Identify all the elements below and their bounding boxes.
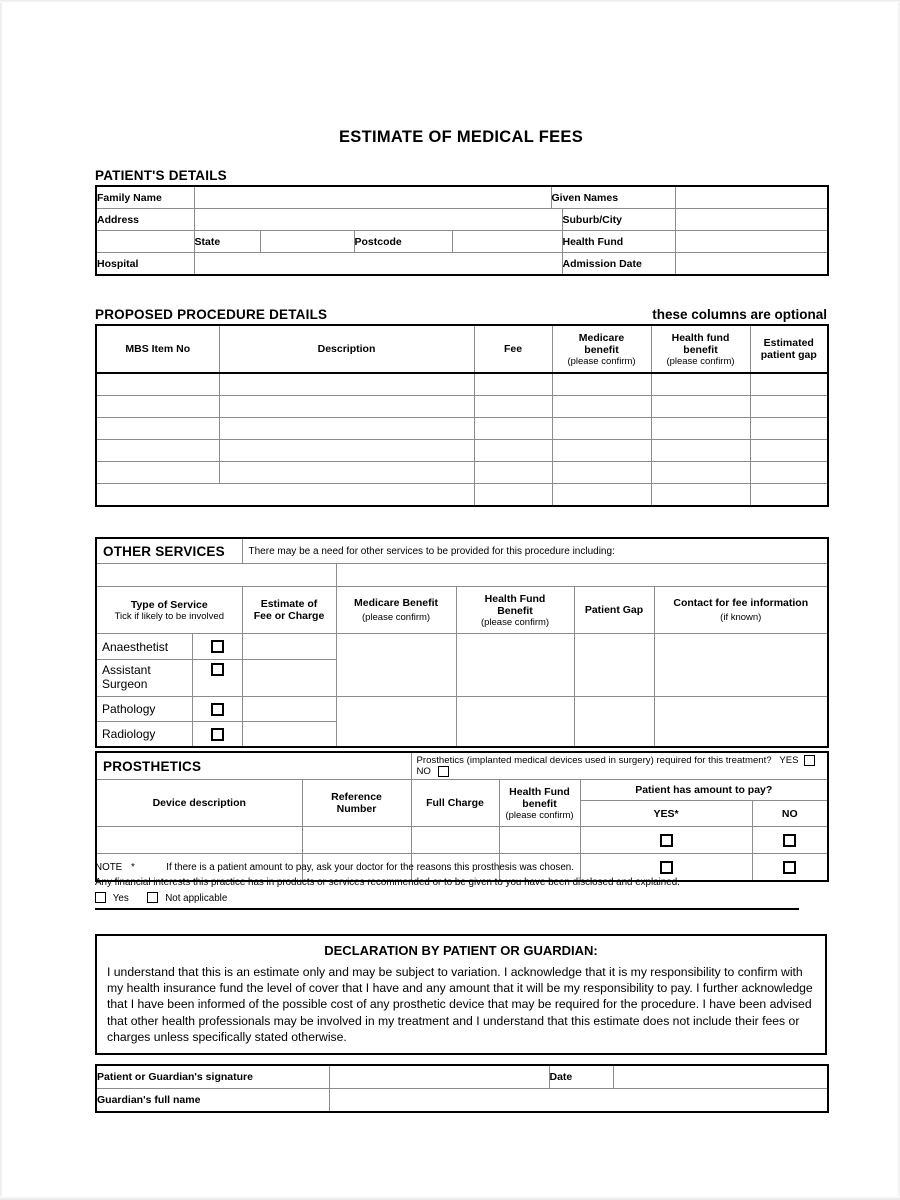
table-row — [96, 396, 828, 418]
cell-description[interactable] — [219, 396, 474, 418]
column-header-medicare-benefit — [552, 325, 651, 373]
column-header-contact — [654, 587, 828, 634]
checkbox-icon[interactable] — [211, 640, 224, 653]
declaration-box — [95, 934, 827, 1055]
table-row — [96, 484, 828, 507]
checkbox-icon[interactable] — [211, 663, 224, 676]
cell-health-fund-benefit[interactable] — [651, 418, 750, 440]
field-given-names[interactable] — [675, 186, 828, 209]
table-header-row — [96, 587, 828, 634]
column-header-health-fund-benefit — [651, 325, 750, 373]
cell-description[interactable] — [219, 440, 474, 462]
other-services-intro: There may be a need for other services to be provided for this procedure including: — [242, 538, 828, 564]
other-services-heading-row — [96, 538, 828, 564]
other-services-heading — [96, 538, 242, 564]
field-date[interactable] — [613, 1065, 828, 1089]
column-header-estimate-of-fee — [242, 587, 336, 634]
cell-device-description[interactable] — [96, 827, 302, 854]
table-row — [96, 462, 828, 484]
field-state[interactable] — [260, 231, 354, 253]
label-guardian-full-name: Guardian's full name — [96, 1089, 329, 1113]
cell-contact-anaesthetist-assistant[interactable] — [654, 634, 828, 697]
service-label-pathology: Pathology — [96, 697, 192, 722]
cell-mbs-item-no[interactable] — [96, 440, 219, 462]
procedure-details-heading: PROPOSED PROCEDURE DETAILS — [95, 307, 328, 322]
cell-description[interactable] — [96, 484, 474, 507]
cell-health-fund-benefit[interactable] — [651, 484, 750, 507]
table-row — [96, 418, 828, 440]
cell-mbs-item-no[interactable] — [96, 373, 219, 396]
cell-medicare-benefit[interactable] — [552, 373, 651, 396]
field-hospital[interactable] — [194, 253, 562, 276]
column-header-medicare-benefit-sub: (please confirm) — [361, 612, 431, 623]
label-date: Date — [549, 1065, 613, 1089]
cell-medicare-benefit[interactable] — [552, 484, 651, 507]
patient-details-heading: PATIENT'S DETAILS — [95, 168, 227, 183]
cell-full-charge[interactable] — [411, 827, 499, 854]
service-checkbox-pathology[interactable] — [192, 697, 242, 722]
column-header-estimated-patient-gap-line2: patient gap — [760, 349, 817, 361]
cell-mbs-item-no[interactable] — [96, 418, 219, 440]
table-header-row — [96, 780, 828, 801]
service-label-assistant-surgeon: Assistant Surgeon — [96, 660, 192, 697]
column-header-health-fund-benefit-line1: Health fund — [671, 331, 730, 344]
declaration-title: DECLARATION BY PATIENT OR GUARDIAN: — [324, 943, 598, 958]
column-header-health-fund-benefit — [499, 780, 580, 827]
cell-contact-pathology-radiology[interactable] — [654, 697, 828, 748]
column-header-medicare-benefit-line1: Medicare — [578, 331, 625, 344]
cell-fee[interactable] — [474, 373, 552, 396]
cell-pay-no[interactable] — [752, 827, 828, 854]
column-header-reference-number — [302, 780, 411, 827]
cell-estimated-patient-gap[interactable] — [750, 418, 828, 440]
table-header-row — [96, 325, 828, 373]
column-header-health-fund-benefit-line2: Benefit — [497, 604, 533, 617]
label-health-fund: Health Fund — [562, 231, 675, 253]
column-header-pay-yes: YES* — [580, 801, 752, 827]
procedure-details-table — [95, 324, 829, 507]
column-header-health-fund-benefit — [456, 587, 574, 634]
column-header-patient-has-amount-to-pay: Patient has amount to pay? — [580, 780, 828, 801]
prosthetics-yes-checkbox[interactable] — [804, 755, 815, 766]
cell-fee[interactable] — [474, 396, 552, 418]
service-checkbox-anaesthetist[interactable] — [192, 634, 242, 660]
cell-medicare-benefit[interactable] — [552, 418, 651, 440]
cell-estimated-patient-gap[interactable] — [750, 373, 828, 396]
table-row — [96, 231, 828, 253]
table-row — [96, 697, 828, 722]
page-title: ESTIMATE OF MEDICAL FEES — [338, 128, 584, 146]
prosthetics-heading-text: PROSTHETICS — [103, 758, 202, 774]
field-address[interactable] — [194, 209, 562, 231]
cell-health-fund-benefit[interactable] — [651, 462, 750, 484]
column-header-type-of-service-sub: Tick if likely to be involved — [114, 610, 224, 622]
cell-estimate-assistant-surgeon[interactable] — [242, 660, 336, 697]
note-divider — [95, 908, 799, 910]
label-state: State — [194, 231, 260, 253]
other-services-table — [95, 537, 829, 748]
note-yes-checkbox[interactable] — [95, 892, 106, 903]
cell-fee[interactable] — [474, 418, 552, 440]
procedure-details-heading-row — [95, 307, 827, 322]
service-checkbox-assistant-surgeon[interactable] — [192, 660, 242, 697]
column-header-medicare-benefit-line2: benefit — [584, 343, 619, 356]
label-family-name: Family Name — [96, 186, 194, 209]
table-row — [96, 209, 828, 231]
signature-table — [95, 1064, 829, 1113]
other-services-blank-left[interactable] — [96, 564, 336, 587]
column-header-reference-line2: Number — [336, 803, 377, 815]
table-row — [96, 1089, 828, 1113]
cell-medicare-benefit-anaesthetist-assistant[interactable] — [336, 634, 456, 697]
cell-fee[interactable] — [474, 484, 552, 507]
cell-estimated-patient-gap[interactable] — [750, 440, 828, 462]
column-header-reference-line1: Reference — [331, 791, 382, 803]
column-header-patient-gap: Patient Gap — [574, 587, 654, 634]
note-label: NOTE — [95, 862, 123, 873]
cell-health-fund-benefit[interactable] — [651, 440, 750, 462]
patient-details-table — [95, 185, 829, 276]
cell-patient-gap-anaesthetist-assistant[interactable] — [574, 634, 654, 697]
cell-estimated-patient-gap[interactable] — [750, 484, 828, 507]
cell-fee[interactable] — [474, 440, 552, 462]
other-services-heading-text: OTHER SERVICES — [103, 543, 225, 559]
service-checkbox-radiology[interactable] — [192, 722, 242, 748]
cell-health-fund-benefit[interactable] — [499, 827, 580, 854]
cell-fee[interactable] — [474, 462, 552, 484]
note-line-2: Any financial interests this practice has in products or services recommended or to be given to you have been disclosed and explained. — [95, 877, 680, 889]
column-header-description: Description — [219, 325, 474, 373]
label-given-names: Given Names — [551, 186, 675, 209]
column-header-fee: Fee — [474, 325, 552, 373]
note-yes-label: Yes — [112, 892, 129, 904]
service-label-anaesthetist: Anaesthetist — [96, 634, 192, 660]
cell-medicare-benefit[interactable] — [552, 440, 651, 462]
cell-reference-number[interactable] — [302, 827, 411, 854]
note-block — [95, 862, 827, 910]
column-header-estimated-patient-gap — [750, 325, 828, 373]
cell-medicare-benefit[interactable] — [552, 396, 651, 418]
page-edge-top — [0, 0, 900, 3]
note-not-applicable-checkbox[interactable] — [147, 892, 158, 903]
label-patient-signature: Patient or Guardian's signature — [96, 1065, 329, 1089]
other-services-blank-row — [96, 564, 828, 587]
note-text-1: If there is a patient amount to pay, ask your doctor for the reasons this prosthesis was chosen. — [166, 862, 574, 873]
prosthetics-heading — [96, 752, 411, 780]
column-header-mbs-item-no: MBS Item No — [96, 325, 219, 373]
field-family-name[interactable] — [194, 186, 551, 209]
cell-description[interactable] — [219, 373, 474, 396]
cell-mbs-item-no[interactable] — [96, 396, 219, 418]
column-header-contact-main: Contact for fee information — [673, 597, 809, 609]
column-header-estimate-line2: Fee or Charge — [253, 610, 325, 622]
table-row — [96, 373, 828, 396]
label-suburb-city: Suburb/City — [562, 209, 675, 231]
checkbox-icon[interactable] — [211, 703, 224, 716]
page-edge-left — [0, 0, 3, 1200]
cell-estimated-patient-gap[interactable] — [750, 462, 828, 484]
field-patient-signature[interactable] — [329, 1065, 549, 1089]
column-header-estimate-line1: Estimate of — [260, 598, 318, 610]
cell-description[interactable] — [219, 418, 474, 440]
table-row — [96, 1065, 828, 1089]
checkbox-icon[interactable] — [660, 834, 673, 847]
service-label-radiology: Radiology — [96, 722, 192, 748]
field-admission-date[interactable] — [675, 253, 828, 276]
column-header-health-fund-sub: (please confirm) — [505, 809, 574, 821]
table-row — [96, 186, 828, 209]
cell-description[interactable] — [219, 462, 474, 484]
cell-medicare-benefit-pathology-radiology[interactable] — [336, 697, 456, 748]
page-edge-bottom — [0, 1196, 900, 1200]
table-row — [96, 634, 828, 660]
table-row — [96, 253, 828, 276]
cell-mbs-item-no[interactable] — [96, 462, 219, 484]
note-asterisk: * — [130, 862, 135, 873]
column-header-health-fund-benefit-line2: benefit — [683, 343, 718, 356]
cell-estimate-radiology[interactable] — [242, 722, 336, 748]
table-row — [96, 440, 828, 462]
column-header-health-fund-benefit-sub: (please confirm) — [666, 355, 735, 367]
cell-health-fund-benefit-anaesthetist-assistant[interactable] — [456, 634, 574, 697]
label-address: Address — [96, 209, 194, 231]
prosthetics-no-checkbox[interactable] — [438, 766, 449, 777]
cell-estimated-patient-gap[interactable] — [750, 396, 828, 418]
column-header-type-of-service-main: Type of Service — [130, 598, 208, 611]
column-header-full-charge: Full Charge — [411, 780, 499, 827]
checkbox-icon[interactable] — [783, 834, 796, 847]
field-guardian-full-name[interactable] — [329, 1089, 828, 1113]
column-header-health-fund-benefit-sub: (please confirm) — [480, 616, 550, 628]
cell-pay-yes[interactable] — [580, 827, 752, 854]
column-header-medicare-benefit-sub: (please confirm) — [567, 355, 636, 367]
column-header-health-fund-benefit-line1: Health Fund — [484, 592, 546, 605]
note-line-1 — [95, 862, 827, 874]
procedure-optional-note: these columns are optional — [652, 307, 827, 322]
prosthetics-no-label: NO — [416, 766, 431, 778]
column-header-health-fund-line1: Health Fund — [509, 785, 570, 798]
other-services-blank-right[interactable] — [336, 564, 828, 587]
cell-estimate-pathology[interactable] — [242, 697, 336, 722]
cell-health-fund-benefit[interactable] — [651, 396, 750, 418]
prosthetics-question-cell — [411, 752, 828, 780]
field-suburb-city[interactable] — [675, 209, 828, 231]
label-admission-date: Admission Date — [562, 253, 675, 276]
column-header-medicare-benefit — [336, 587, 456, 634]
field-health-fund[interactable] — [675, 231, 828, 253]
column-header-pay-no: NO — [752, 801, 828, 827]
label-hospital: Hospital — [96, 253, 194, 276]
prosthetics-heading-row — [96, 752, 828, 780]
note-options-row — [95, 892, 827, 904]
column-header-type-of-service — [96, 587, 242, 634]
declaration-body: I understand that this is an estimate only and may be subject to variation. I acknowledge that it is my responsibility to confirm with my health insurance fund the level of cover that I have and any amount that it will be my responsibility to pay. I further acknowledge that I have been informed of the possible cost of any prosthetic device that may be required for the procedure. I have been advised that other health professionals may be involved in my treatment and I understand that this estimate does not include their fees or charges unless specifically stated otherwise. — [107, 965, 813, 1044]
prosthetics-yes-label: YES — [779, 755, 799, 766]
column-header-medicare-benefit-main: Medicare Benefit — [354, 597, 439, 609]
prosthetics-question-text: Prosthetics (implanted medical devices used in surgery) required for this treatment? — [416, 755, 772, 766]
cell-medicare-benefit[interactable] — [552, 462, 651, 484]
label-postcode: Postcode — [354, 231, 452, 253]
cell-estimate-anaesthetist[interactable] — [242, 634, 336, 660]
column-header-estimated-patient-gap-line1: Estimated — [763, 337, 814, 349]
column-header-contact-sub: (if known) — [720, 612, 762, 623]
checkbox-icon[interactable] — [211, 728, 224, 741]
cell-health-fund-benefit[interactable] — [651, 373, 750, 396]
note-not-applicable-label: Not applicable — [165, 892, 228, 904]
table-row — [96, 827, 828, 854]
column-header-health-fund-line2: benefit — [522, 797, 557, 810]
cell-health-fund-benefit-pathology-radiology[interactable] — [456, 697, 574, 748]
cell-patient-gap-pathology-radiology[interactable] — [574, 697, 654, 748]
field-postcode[interactable] — [452, 231, 562, 253]
column-header-device-description: Device description — [96, 780, 302, 827]
spacer-cell — [96, 231, 194, 253]
